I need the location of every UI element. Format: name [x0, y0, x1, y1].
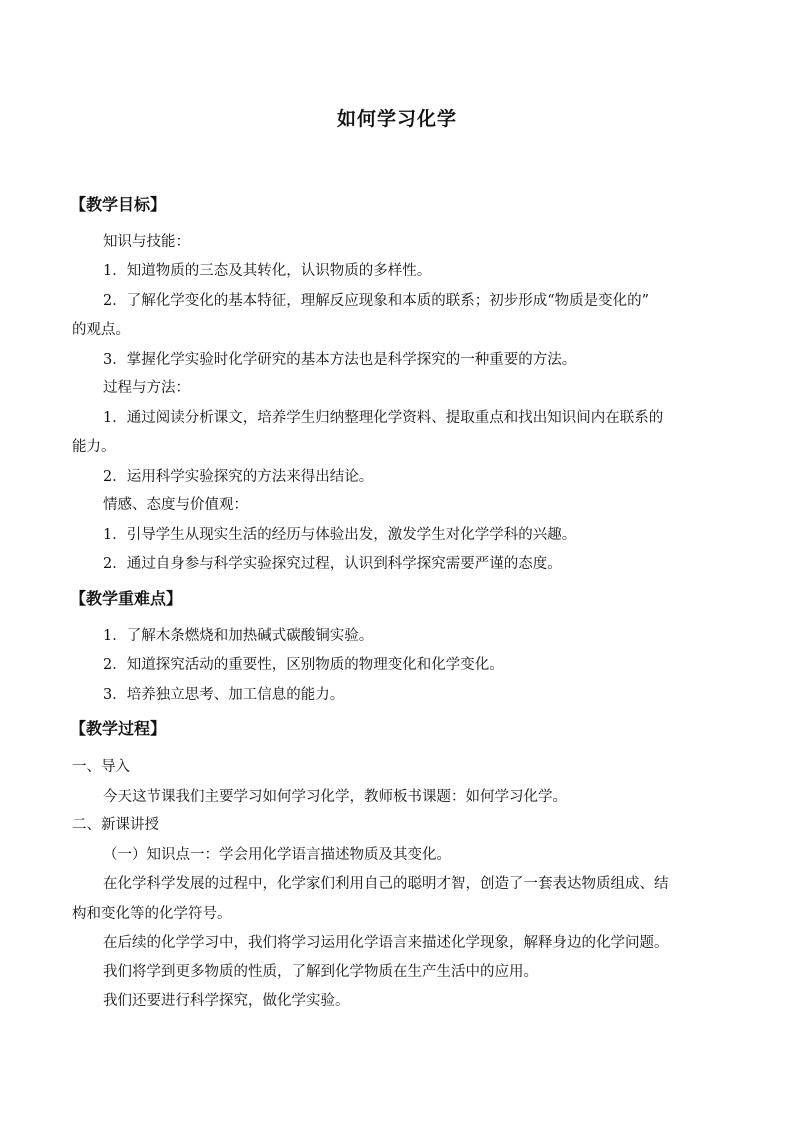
heading-teaching-process: 【教学过程】: [70, 719, 167, 738]
goal-k1: 1．知道物质的三态及其转化，认识物质的多样性。: [103, 263, 432, 279]
difficulty-2: 2．知道探究活动的重要性，区别物质的物理变化和化学变化。: [103, 657, 504, 673]
goal-e1: 1．引导学生从现实生活的经历与体验出发，激发学生对化学学科的兴趣。: [103, 527, 577, 543]
goal-k2-line2: 的观点。: [72, 322, 130, 338]
document-title: 如何学习化学: [336, 108, 457, 130]
goal-p1-line2: 能力。: [72, 439, 116, 455]
difficulty-3: 3．培养独立思考、加工信息的能力。: [103, 687, 345, 703]
paragraph-1-line2: 构和变化等的化学符号。: [72, 906, 232, 922]
goal-p2: 2．运用科学实验探究的方法来得出结论。: [103, 469, 374, 485]
paragraph-2: 在后续的化学学习中，我们将学习运用化学语言来描述化学现象，解释身边的化学问题。: [103, 935, 669, 951]
difficulty-1: 1．了解木条燃烧和加热碱式碳酸铜实验。: [103, 628, 374, 644]
goal-k3: 3．掌握化学实验时化学研究的基本方法也是科学探究的一种重要的方法。: [103, 352, 577, 368]
intro-text: 今天这节课我们主要学习如何学习化学，教师板书课题：如何学习化学。: [103, 789, 567, 805]
heading-teaching-goals: 【教学目标】: [70, 195, 167, 214]
goal-k2-line1: 2．了解化学变化的基本特征，理解反应现象和本质的联系；初步形成“物质是变化的”: [103, 293, 650, 309]
paragraph-3: 我们将学到更多物质的性质，了解到化学物质在生产生活中的应用。: [103, 964, 538, 980]
intro-label: 一、导入: [72, 759, 130, 775]
paragraph-4: 我们还要进行科学探究，做化学实验。: [103, 993, 350, 1009]
process-label: 过程与方法：: [103, 380, 190, 396]
heading-key-difficulties: 【教学重难点】: [70, 589, 183, 608]
goal-p1-line1: 1．通过阅读分析课文，培养学生归纳整理化学资料、提取重点和找出知识间内在联系的: [103, 410, 664, 426]
goal-e2: 2．通过自身参与科学实验探究过程，认识到科学探究需要严谨的态度。: [103, 556, 562, 572]
emotion-label: 情感、态度与价值观：: [103, 497, 248, 513]
knowledge-label: 知识与技能：: [103, 234, 190, 250]
knowledge-point-1: （一）知识点一：学会用化学语言描述物质及其变化。: [103, 847, 451, 863]
paragraph-1-line1: 在化学科学发展的过程中，化学家们利用自己的聪明才智，创造了一套表达物质组成、结: [103, 876, 669, 892]
new-lesson-label: 二、新课讲授: [72, 817, 159, 833]
